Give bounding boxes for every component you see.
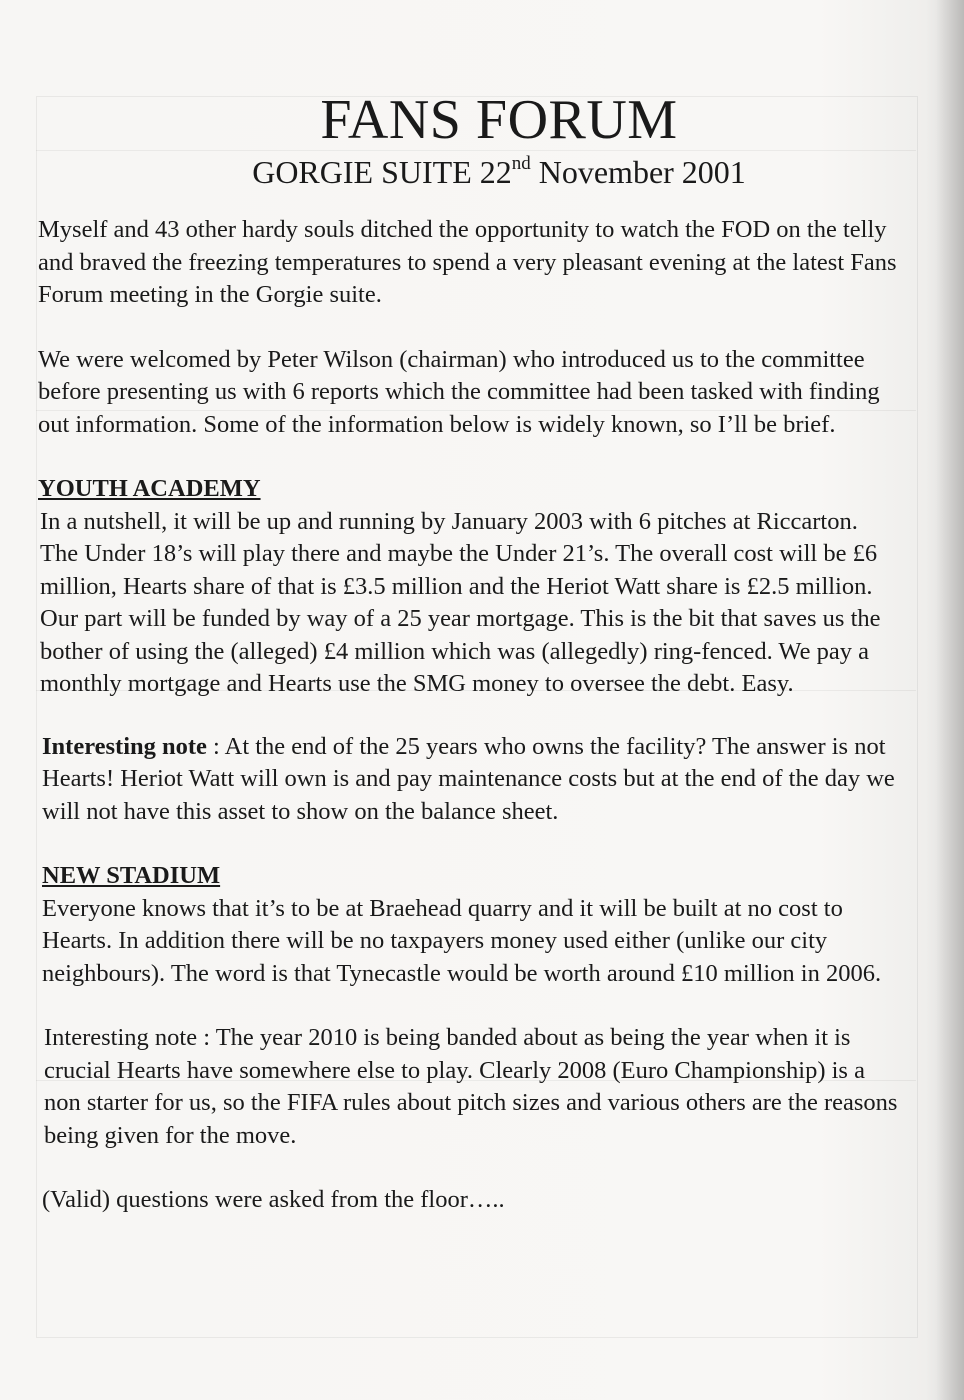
page-title: FANS FORUM bbox=[320, 89, 678, 151]
document-body bbox=[38, 88, 900, 1217]
stadium-section bbox=[38, 860, 900, 990]
page-subtitle bbox=[38, 152, 900, 192]
interesting-note-paragraph bbox=[38, 731, 900, 829]
youth-section bbox=[38, 473, 900, 701]
new-stadium-heading: NEW STADIUM bbox=[42, 862, 221, 889]
subtitle-ordinal: nd bbox=[511, 153, 531, 174]
page-spine-shadow bbox=[936, 0, 964, 1400]
new-stadium-paragraph: Everyone knows that it’s to be at Braehead quarry and it will be built at no cost to Hearts. In addition there will be no taxpayers money used either (unlike our city neighbours). The word is that Tynecastle would be worth around £10 million in 2006. bbox=[42, 894, 882, 987]
youth-academy-heading: YOUTH ACADEMY bbox=[38, 475, 261, 502]
subtitle-prefix: GORGIE SUITE 22 bbox=[252, 154, 512, 190]
intro-paragraph: Myself and 43 other hardy souls ditched the opportunity to watch the FOD on the telly and braved the freezing temperatures to spend a very pleasant evening at the latest Fans Forum meeting in the Gorgie suite. bbox=[38, 216, 897, 308]
interesting-note-label: Interesting note bbox=[42, 732, 207, 760]
welcome-paragraph: We were welcomed by Peter Wilson (chairman) who introduced us to the committee before presenting us with 6 reports which the committee had been tasked with finding out information. Some of the information below is widely known, so I’ll be brief. bbox=[38, 345, 880, 438]
closing-paragraph: (Valid) questions were asked from the floor….. bbox=[42, 1186, 505, 1213]
second-note-paragraph: Interesting note : The year 2010 is being banded about as being the year when it is crucial Hearts have somewhere else to play. Clearly 2008 (Euro Championship) is a non starter for us, so the FIFA rules about pitch sizes and various others are the reasons being given for the move. bbox=[44, 1024, 898, 1149]
youth-academy-paragraph: In a nutshell, it will be up and running by January 2003 with 6 pitches at Riccarton. The Under 18’s will play there and maybe the Under 21’s. The overall cost will be £6 million, Hearts share of that is £3.5 million and the Heriot Watt share is £2.5 million. Our part will be funded by way of a 25 year mortgage. This is the bit that saves us the bother of using the (alleged) £4 million which was (allegedly) ring-fenced. We pay a monthly mortgage and Hearts use the SMG money to oversee the debt. Easy. bbox=[40, 507, 881, 697]
interesting-note-text: : At the end of the 25 years who owns the facility? The answer is not Hearts! Heriot Watt will own is and pay maintenance costs but at the end of the day we will not have this asset to show on the balance sheet. bbox=[42, 732, 895, 825]
subtitle-suffix: November 2001 bbox=[530, 154, 746, 190]
